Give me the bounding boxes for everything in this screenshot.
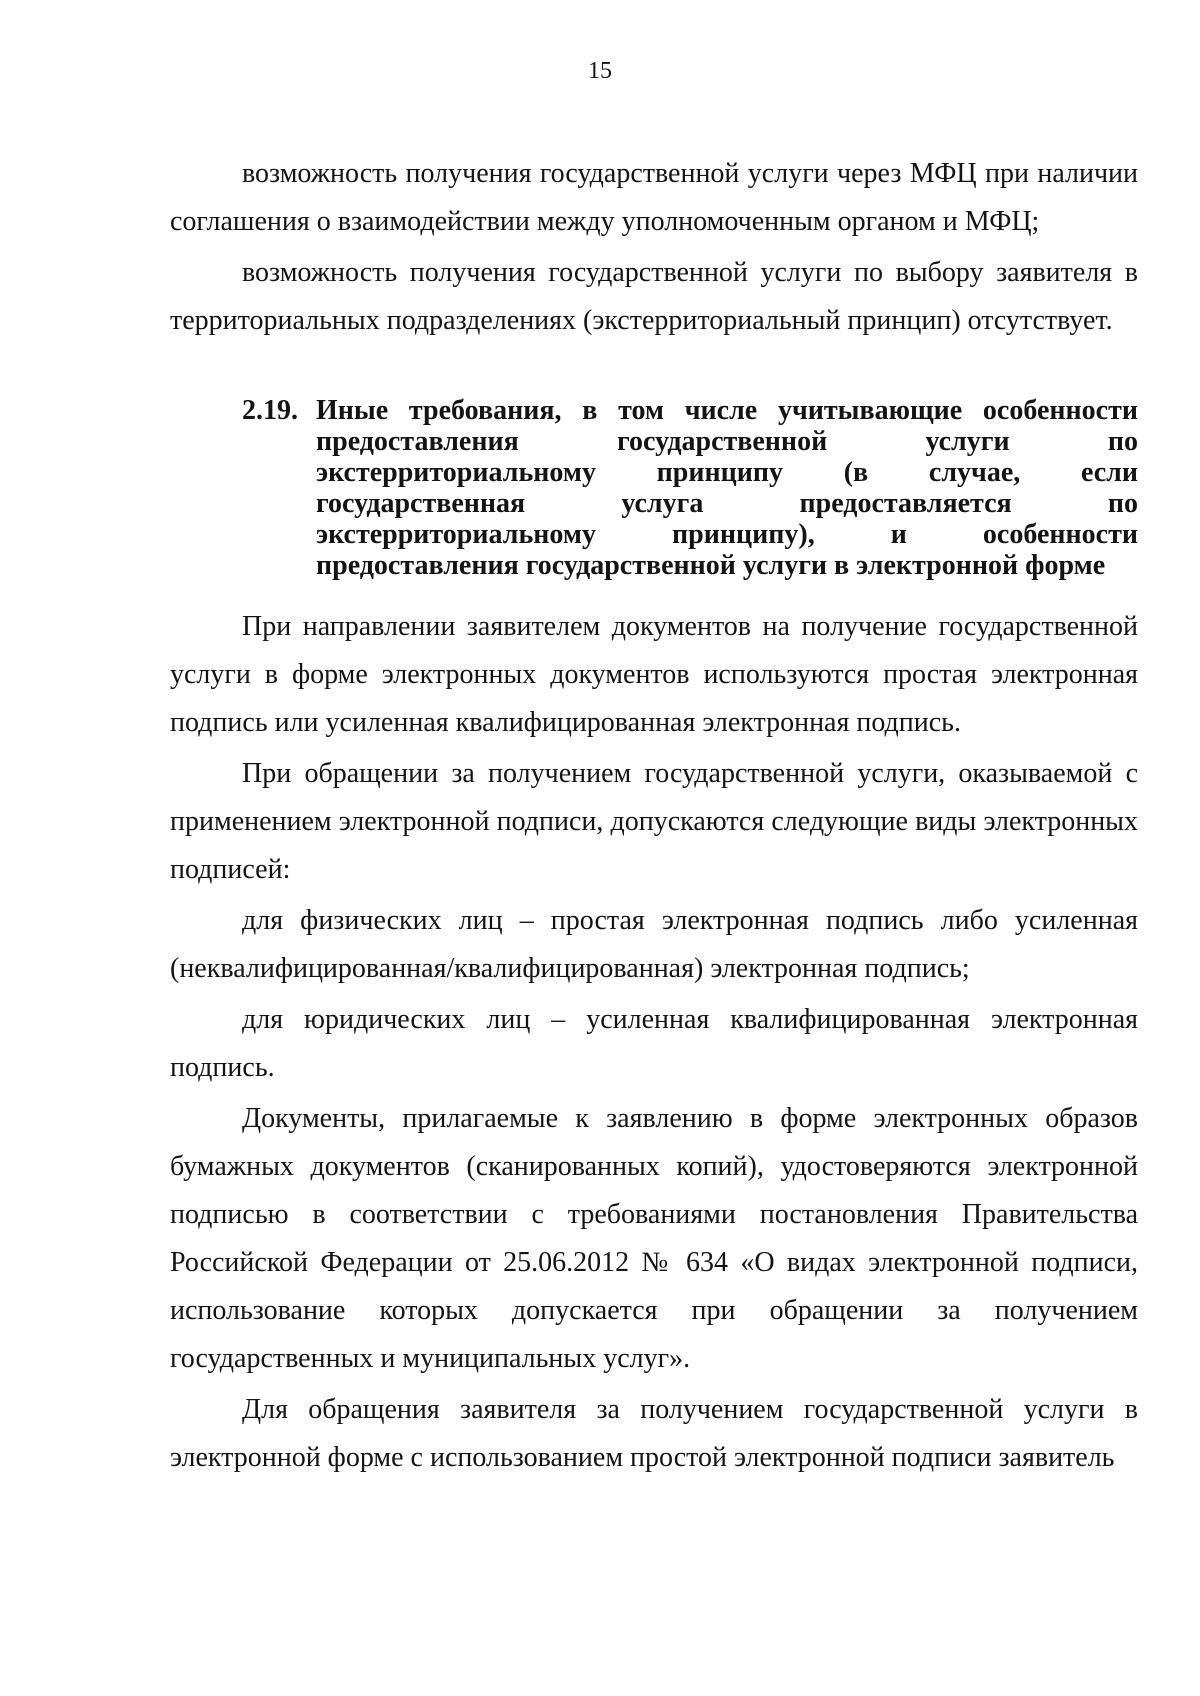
paragraph-legal-entities: для юридических лиц – усиленная квалифицированная электронная подпись.	[170, 1004, 1138, 1083]
paragraph-simple-signature: Для обращения заявителя за получением государственной услуги в электронной форме с использованием простой электронной подписи заявитель	[170, 1394, 1138, 1473]
paragraph-electronic-docs: При направлении заявителем документов на получение государственной услуги в форме электронных документов используются простая электронная подпись или усиленная квалифицированная электронная подпись.	[170, 611, 1138, 738]
document-body	[170, 150, 1138, 1485]
page-number: 15	[588, 58, 612, 84]
paragraph-extraterritorial: возможность получения государственной услуги по выбору заявителя в территориальных подразделениях (экстерриториальный принцип) отсутствует.	[170, 257, 1138, 336]
paragraph-individuals: для физических лиц – простая электронная подпись либо усиленная (неквалифицированная/квалифицированная) электронная подпись;	[170, 905, 1138, 984]
section-heading	[242, 395, 1138, 581]
paragraph-attached-docs: Документы, прилагаемые к заявлению в форме электронных образов бумажных документов (сканированных копий), удостоверяются электронной подписью в соответствии с требованиями постановления Правительства Российской Федерации от 25.06.2012 № 634 «О видах электронной подписи, использование которых допускается при обращении за получением государственных и муниципальных услуг».	[170, 1103, 1138, 1374]
paragraph-signature-types: При обращении за получением государственной услуги, оказываемой с применением электронной подписи, допускаются следующие виды электронных подписей:	[170, 758, 1138, 885]
paragraph-mfc-agreement: возможность получения государственной услуги через МФЦ при наличии соглашения о взаимодействии между уполномоченным органом и МФЦ;	[170, 158, 1138, 237]
section-title: Иные требования, в том числе учитывающие особенности предоставления государственной услуги по экстерриториальному принципу (в случае, если государственная услуга предоставляется по экстерриториальному принципу), и особенности предоставления государственной услуги в электронной форме	[316, 395, 1138, 581]
section-number: 2.19.	[242, 395, 298, 426]
